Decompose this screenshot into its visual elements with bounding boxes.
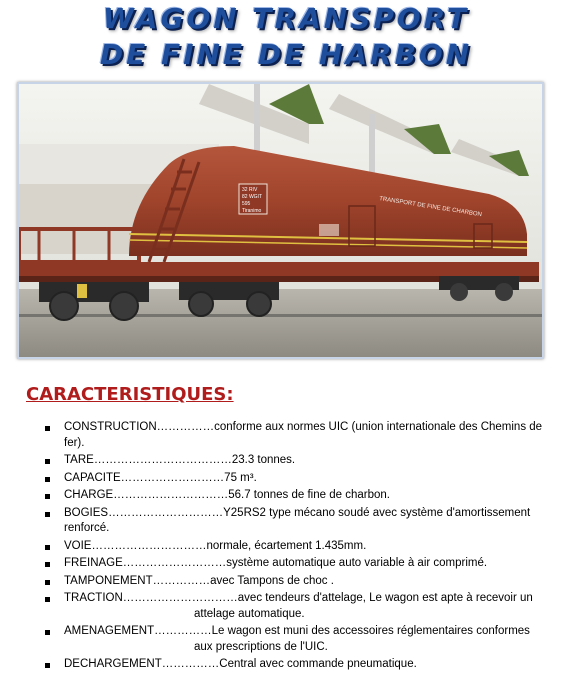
spec-dots: ……………………… [122,557,227,569]
spec-value: avec Tampons de choc . [210,574,334,587]
bullet-icon [45,545,50,550]
spec-dots: ………………………… [122,592,238,604]
title-line-2: DE FINE DE HARBON [99,38,473,71]
bullet-icon [45,663,50,668]
spec-item [42,591,562,622]
spec-item [42,420,562,451]
spec-dots: ……………………………… [93,454,232,466]
spec-label: AMENAGEMENT [64,625,155,637]
spec-label: VOIE [64,539,92,552]
spec-dots: ………………………… [108,506,224,519]
spec-value: 75 m³. [224,471,257,484]
spec-dots: ………………………… [113,489,229,501]
spec-value: conforme aux normes UIC (union internationale des Chemins de fer). [64,421,543,449]
plate-line-4: Tiranimo [242,208,262,214]
plate-line-1: 32 RIV [242,187,258,193]
spec-item [42,539,562,555]
bullet-icon [45,630,50,635]
section-title: CARACTERISTIQUES: [26,384,234,405]
spec-value: Central avec commande pneumatique. [219,658,417,670]
spec-value: normale, écartement 1.435mm. [206,539,367,552]
spec-value: 56.7 tonnes de fine de charbon. [228,489,390,501]
spec-label: BOGIES [64,506,109,519]
spec-label: DECHARGEMENT [64,658,162,670]
spec-item [42,556,562,572]
spec-label: CAPACITE [64,471,121,484]
wagon-illustration [19,84,542,357]
spec-label: TAMPONEMENT [64,574,153,587]
spec-item [42,574,562,590]
spec-value: Le wagon est muni des accessoires réglementaires conformes [211,625,530,637]
spec-dots: …………… [154,625,212,637]
spec-dots: …………… [161,658,220,670]
spec-dots: …………… [156,421,215,433]
spec-item [42,488,562,504]
bullet-icon [45,580,50,585]
title-line-1: WAGON TRANSPORT [102,2,470,35]
spec-item [42,657,562,673]
plate-line-2: 82 WGIT [242,194,263,200]
spec-label: FREINAGE [64,557,123,569]
spec-value: 23.3 tonnes. [231,454,296,466]
plate-line-3: 595 [242,201,251,207]
spec-dots: ………………………… [91,539,207,552]
spec-item [42,506,562,537]
spec-value: avec tendeurs d'attelage, Le wagon est apte à recevoir un [237,592,533,604]
bullet-icon [45,494,50,499]
spec-value: système automatique auto variable à air comprimé. [226,557,488,569]
spec-label: TARE [64,454,94,466]
spec-value-continued: renforcé. [64,522,110,534]
bullet-icon [45,477,50,482]
wagon-photo [17,82,544,359]
wagon-side-text: TRANSPORT DE FINE DE CHARBON [378,196,483,219]
spec-label: TRACTION [64,592,123,604]
bullet-icon [45,459,50,464]
spec-value-continued: attelage automatique. [194,607,305,620]
spec-value-continued: aux prescriptions de l'UIC. [194,640,328,653]
spec-dots: ……………………… [120,471,225,484]
specifications-list [42,420,562,675]
bullet-icon [45,426,50,431]
spec-label: CONSTRUCTION [64,421,157,433]
spec-label: CHARGE [64,489,114,501]
spec-item [42,453,562,469]
spec-item [42,471,562,487]
bullet-icon [45,512,50,517]
spec-dots: …………… [152,574,211,587]
bullet-icon [45,597,50,602]
bullet-icon [45,562,50,567]
spec-value: Y25RS2 type mécano soudé avec système d'amortissement [223,506,531,519]
spec-item [42,624,562,655]
